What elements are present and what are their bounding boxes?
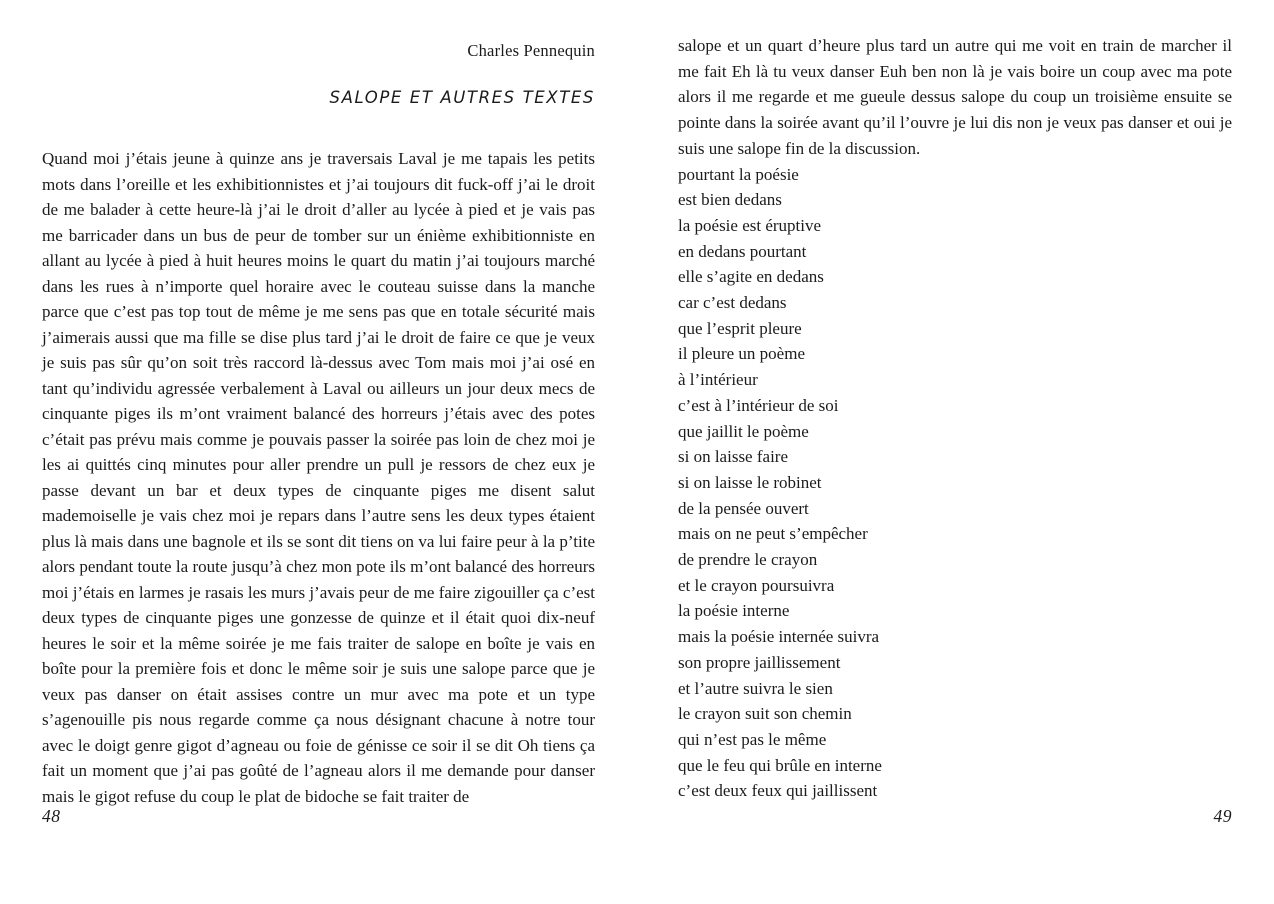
poem-line: et le crayon poursuivra — [678, 575, 835, 595]
left-page — [42, 0, 595, 904]
poem-line: si on laisse le robinet — [678, 472, 822, 492]
poem-line: mais la poésie internée suivra — [678, 627, 880, 647]
poem-line: de prendre le crayon — [678, 550, 818, 570]
poem-line: pourtant la poésie — [678, 164, 799, 184]
poem-line: mais on ne peut s’empêcher — [678, 524, 868, 544]
right-page-paragraph: salope et un quart d’heure plus tard un autre qui me voit en train de marcher il me fait Eh là tu veux danser Euh ben non là je vais boire un coup avec ma pote alors il me regarde et me gueule dessus salope du coup un troisième ensuite se pointe dans la soirée avant qu’il l’ouvre je lui dis non je veux pas danser et oui je suis une salope fin de la discussion. — [678, 36, 1232, 158]
poem-line: de la pensée ouvert — [678, 498, 809, 518]
book-title: SALOPE ET AUTRES TEXTES — [329, 88, 595, 107]
page-number-left: 48 — [42, 806, 61, 826]
poem-line: son propre jaillissement — [678, 652, 841, 672]
poem-line: que le feu qui brûle en interne — [678, 755, 882, 775]
poem-line: en dedans pourtant — [678, 241, 807, 261]
poem-line: à l’intérieur — [678, 370, 758, 390]
poem-line: elle s’agite en dedans — [678, 267, 824, 287]
poem-line: le crayon suit son chemin — [678, 704, 852, 724]
poem-line: la poésie est éruptive — [678, 215, 822, 235]
poem-line: que l’esprit pleure — [678, 318, 802, 338]
left-page-body-paragraph: Quand moi j’étais jeune à quinze ans je traversais Laval je me tapais les petits mots dans l’oreille et les exhibitionnistes et j’ai toujours dit fuck-off j’ai le droit de me balader à cette heure-là j’ai le droit d’aller au lycée à pied et je vais pas me barricader dans un bus de peur de tomber sur un énième exhibitionniste en allant au lycée à pied à huit heures moins le quart du matin j’ai toujours marché dans les rues à n’importe quel horaire avec le couteau suisse dans la manche parce que c’est pas top tout de même je me sens pas que en totale sécurité mais j’aimerais aussi que ma fille se dise plus tard j’ai le droit de faire ce que je veux je suis pas sûr qu’on soit très raccord là-dessus avec Tom mais moi j’ai osé en tant qu’individu agressée verbalement à Laval ou ailleurs un jour deux mecs de cinquante piges ils m’ont vraiment balancé des horreurs j’étais avec des potes c’était pas prévu mais comme je pouvais passer la soirée pas loin de chez moi je les ai quittés cinq minutes pour aller prendre un pull je ressors de chez eux je passe devant un bar et deux types de cinquante piges me disent salut mademoiselle je vais chez moi je repars dans l’autre sens les deux types étaient plus là mais dans une bagnole et ils se sont dit tiens on va lui faire peur à la p’tite alors pendant toute la route jusqu’à chez mon pote ils m’ont balancé des horreurs moi j’étais en larmes je rasais les murs j’avais peur de me faire zigouiller ça c’est deux types de cinquante piges une gonzesse de quinze et il était quoi dix-neuf heures le soir et la même soirée je me fais traiter de salope en boîte je vais en boîte pour la première fois et donc le même soir je suis une salope parce que je veux pas danser on était assises contre un mur avec ma pote et un type s’agenouille pis nous regarde comme ça nous désignant chacune à notre tour avec le doigt genre gigot d’agneau ou foie de génisse ce soir il se dit Oh tiens ça fait un moment que j’ai pas goûté de l’agneau alors il me demande pour danser mais le gigot refuse du coup le plat de bidoche se fait traiter de — [42, 149, 595, 806]
poem-line: c’est deux feux qui jaillissent — [678, 781, 878, 801]
author-name: Charles Pennequin — [467, 41, 595, 60]
poem-line: la poésie interne — [678, 601, 790, 621]
poem-line: si on laisse faire — [678, 447, 788, 467]
page-number-right: 49 — [1213, 806, 1232, 826]
poem-line: et l’autre suivra le sien — [678, 678, 833, 698]
poem-line: est bien dedans — [678, 190, 782, 210]
poem-line: que jaillit le poème — [678, 421, 809, 441]
right-page-content — [678, 33, 1232, 804]
poem-line: c’est à l’intérieur de soi — [678, 395, 839, 415]
poem-line: il pleure un poème — [678, 344, 805, 364]
right-page — [678, 0, 1232, 904]
poem — [678, 162, 1232, 805]
poem-line: car c’est dedans — [678, 293, 787, 313]
poem-line: qui n’est pas le même — [678, 729, 827, 749]
